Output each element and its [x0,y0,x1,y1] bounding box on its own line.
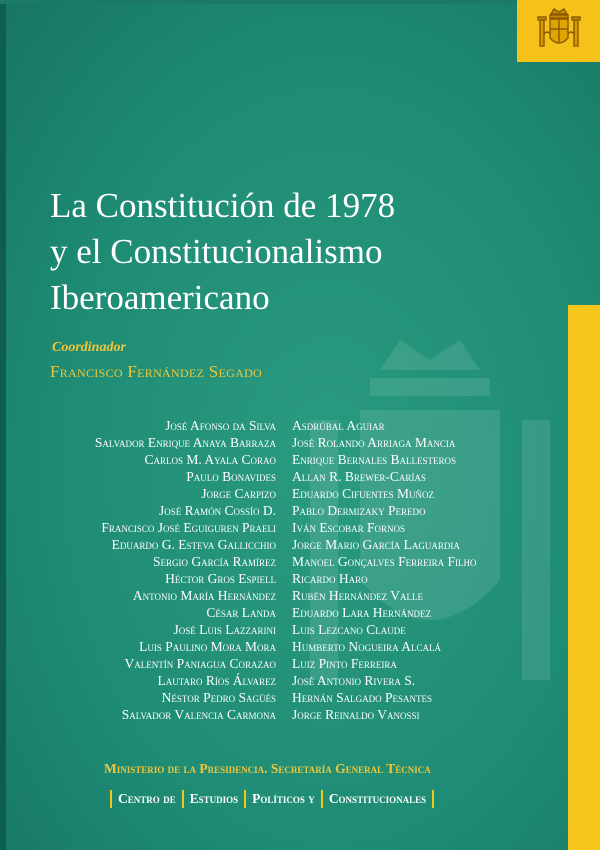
author-name: Luiz Pinto Ferreira [292,656,397,671]
author-name: Néstor Pedro Sagüés [161,690,276,705]
separator-bar [110,790,112,808]
publisher-name: Ministerio de la Presidencia. Secretaría General Técnica [104,761,431,776]
author-name: César Landa [206,605,276,620]
author-name: José Rolando Arriaga Mancia [292,435,456,450]
author-name: Paulo Bonavides [186,469,276,484]
author-name: Valentín Paniagua Corazao [124,656,276,671]
author-name: Eduardo Cifuentes Muñoz [292,486,435,501]
center-part-3: Políticos y [252,791,315,806]
author-name: Manoel Gonçalves Ferreira Filho [292,554,477,569]
author-name: Hernán Salgado Pesantes [292,690,433,705]
authors-list-left [95,417,276,723]
cover-edge-top [0,0,600,4]
author-name: Iván Escobar Fornos [292,520,406,535]
author-name: Antonio María Hernández [132,588,276,603]
spanish-coat-of-arms-icon [535,4,583,58]
authors-list-right [292,417,477,723]
author-name: Humberto Nogueira Alcalá [292,639,442,654]
title-line-3: Iberoamericano [50,278,270,317]
author-name: Sergio García Ramírez [152,554,276,569]
author-name: Carlos M. Ayala Corao [144,452,276,467]
title-line-1: La Constitución de 1978 [50,186,396,225]
author-name: Asdrúbal Aguiar [292,418,385,433]
author-name: Héctor Gros Espiell [165,571,276,586]
author-name: Luis Lezcano Claude [292,622,406,637]
center-part-1: Centro de [118,791,176,806]
book-title [50,183,395,321]
author-name: Eduardo Lara Hernández [292,605,431,620]
separator-bar [182,790,184,808]
author-name: Allan R. Brewer-Carías [292,469,426,484]
separator-bar [244,790,246,808]
author-name: Jorge Reinaldo Vanossi [292,707,420,722]
coat-of-arms-badge [517,0,600,62]
author-name: Salvador Enrique Anaya Barraza [94,435,276,450]
author-name: Pablo Dermizaky Peredo [292,503,426,518]
author-name: Ricardo Haro [292,571,368,586]
author-name: Jorge Mario García Laguardia [292,537,460,552]
author-name: Salvador Valencia Carmona [121,707,276,722]
title-line-2: y el Constitucionalismo [50,232,383,271]
center-part-4: Constitucionales [328,791,427,806]
author-name: Jorge Carpizo [201,486,276,501]
separator-bar [321,790,323,808]
publisher-center-line [104,790,440,808]
separator-bar [432,790,434,808]
author-name: Luis Paulino Mora Mora [139,639,276,654]
author-name: Rubén Hernández Valle [292,588,423,603]
center-part-2: Estudios [189,791,239,806]
author-name: José Antonio Rivera S. [292,673,416,688]
coordinator-label: Coordinador [52,340,126,355]
yellow-spine-stripe [568,305,600,850]
author-name: Enrique Bernales Ballesteros [292,452,457,467]
author-name: Francisco José Eguiguren Praeli [101,520,276,535]
cover-edge-left [0,0,6,850]
coordinator-name: Francisco Fernández Segado [50,362,262,381]
author-name: José Luis Lazzarini [173,622,276,637]
author-name: José Ramón Cossío D. [158,503,276,518]
author-name: José Afonso da Silva [165,418,276,433]
author-name: Eduardo G. Esteva Gallicchio [111,537,276,552]
author-name: Lautaro Ríos Álvarez [157,673,276,688]
